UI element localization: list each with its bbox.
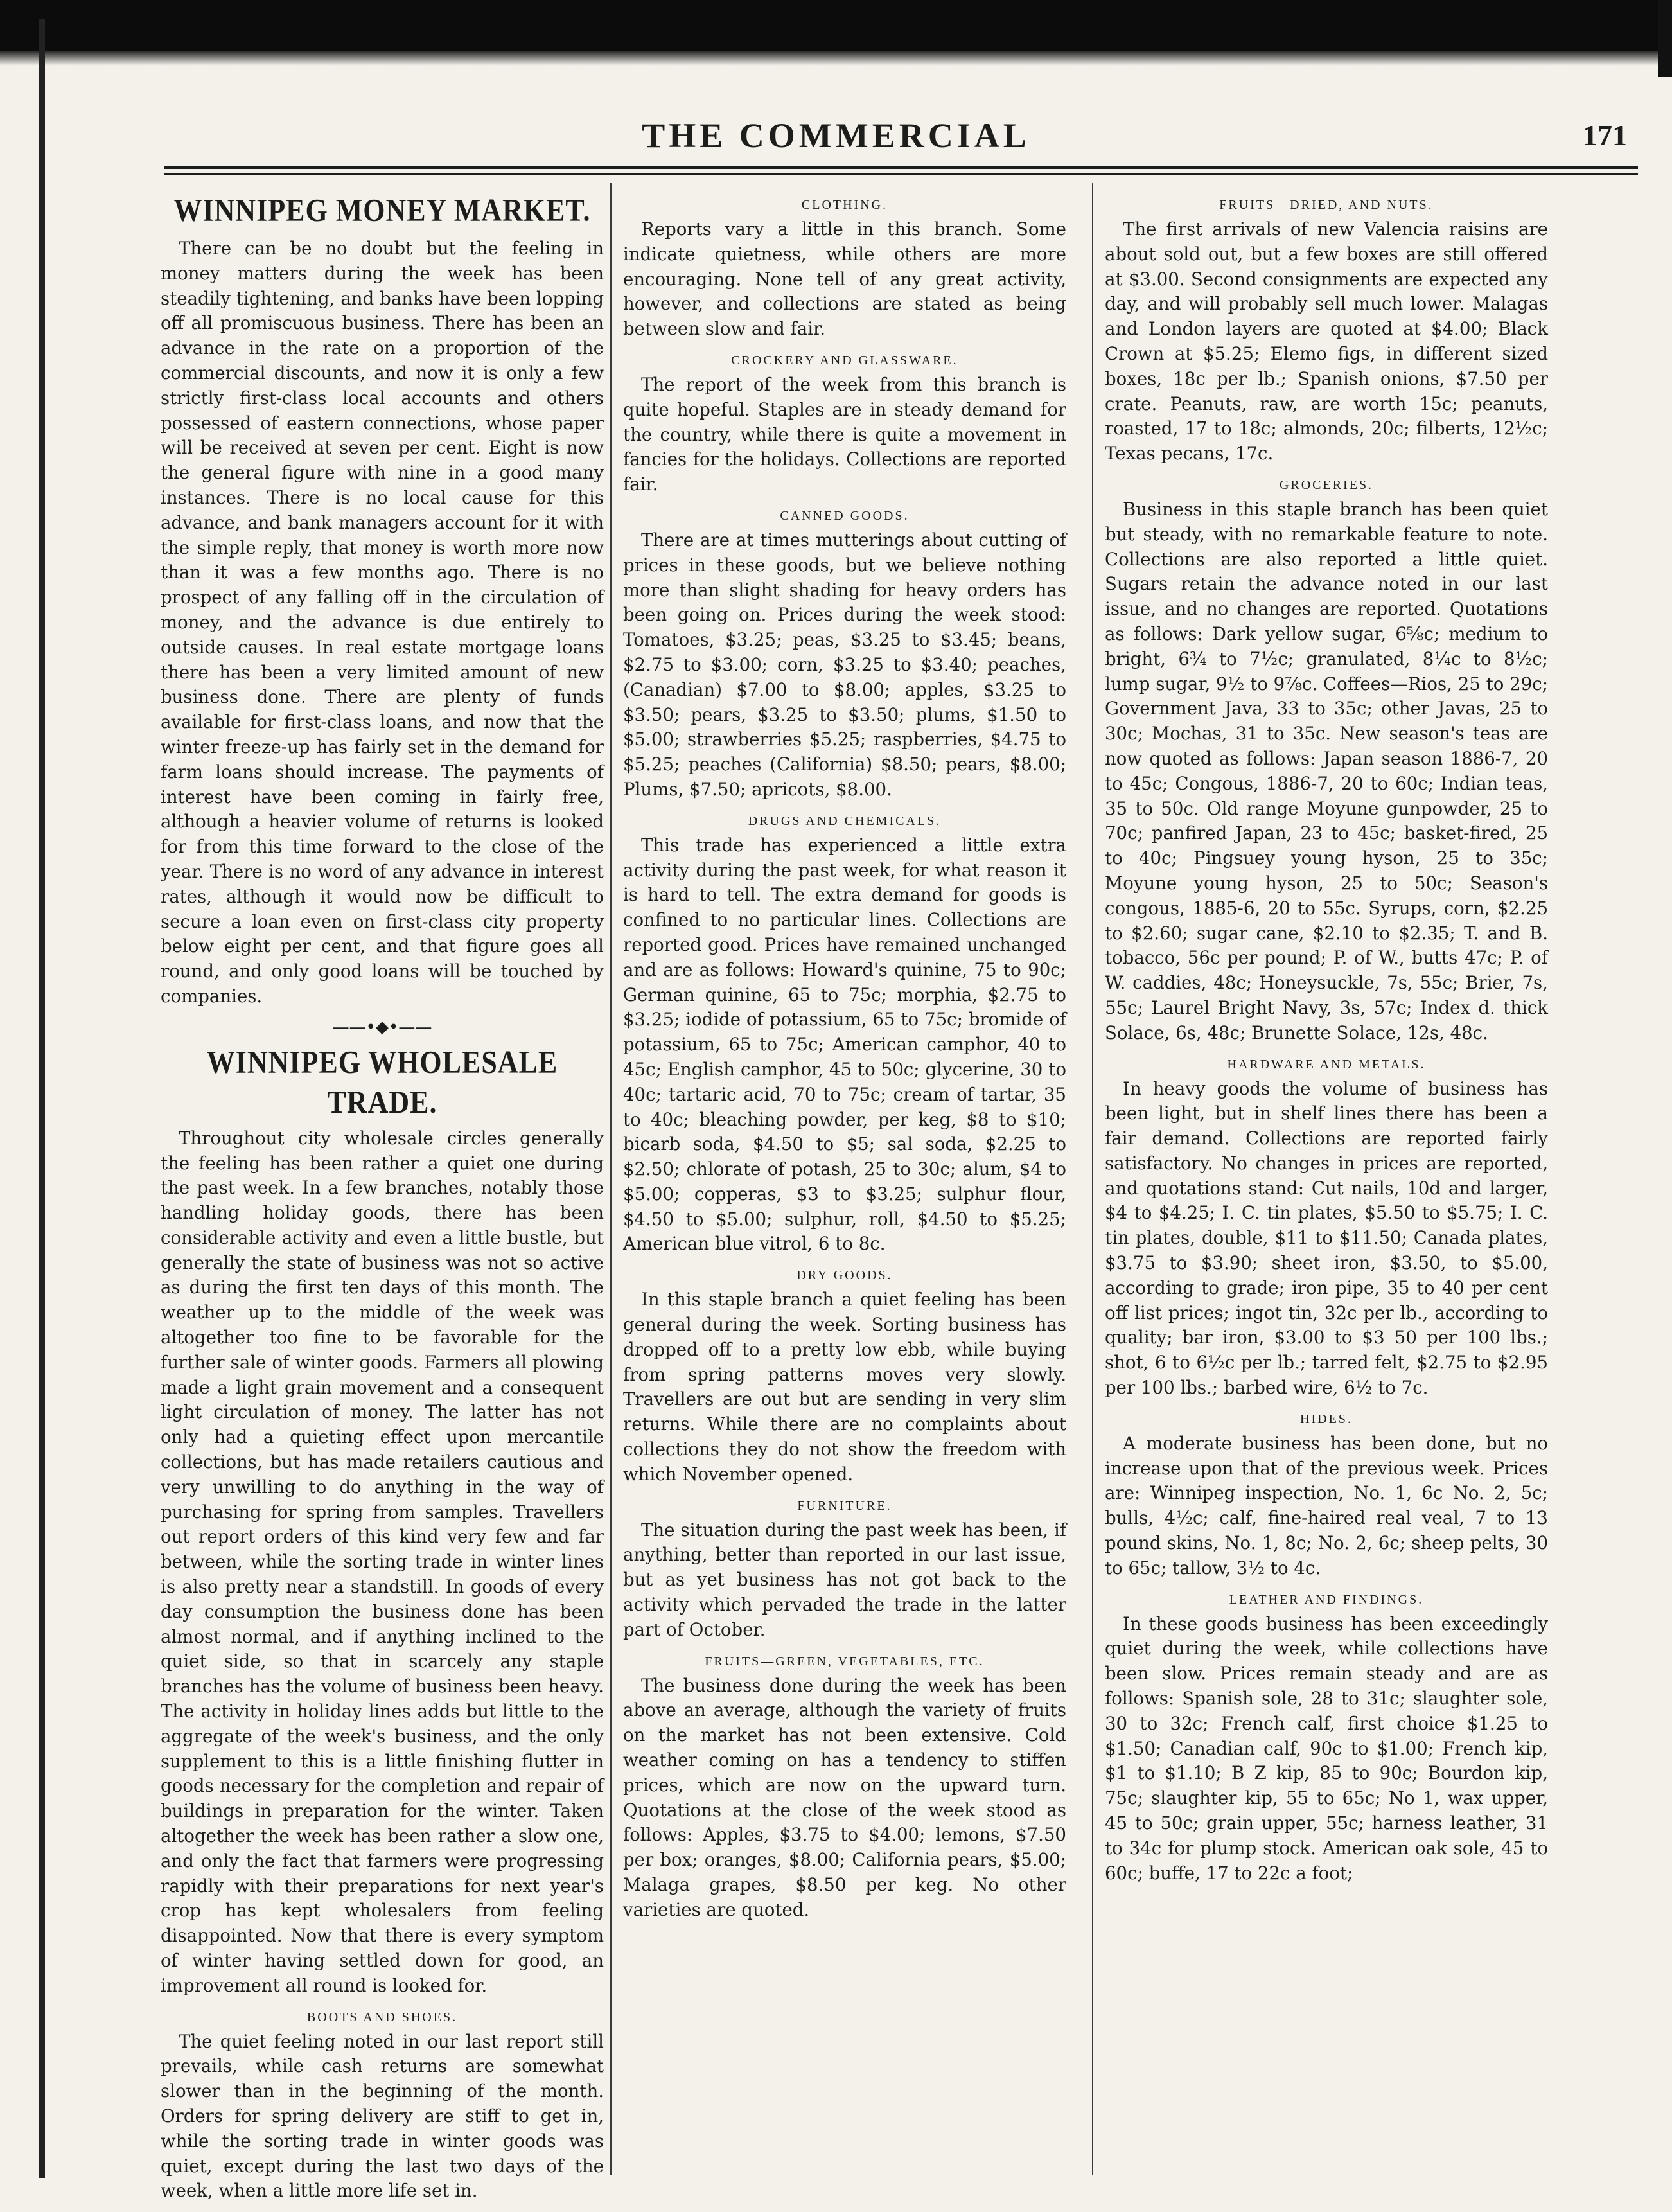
section-heading-fruits-dried: FRUITS—DRIED, AND NUTS. — [1219, 198, 1434, 212]
scan-edge-left — [39, 19, 45, 2178]
column-3 — [1105, 186, 1548, 2172]
column-divider — [1092, 183, 1093, 2175]
scan-edge-top — [0, 0, 1672, 51]
paragraph: Reports vary a little in this branch. Some indicate quietness, while others are more encouraging. None tell of any great activity, however, and collections are stated as being between slow and fair. — [623, 218, 1066, 340]
header-rule-thin — [164, 173, 1638, 175]
section-heading-dry-goods: DRY GOODS. — [796, 1268, 893, 1283]
paragraph: Throughout city wholesale circles generally the feeling has been rather a quiet one during the past week. In a few branches, notably those handling holiday goods, there has been considerable activity and even a little bustle, but generally the state of business was not so active as during the first ten days of this month. The weather up to the middle of the week was altogether too fine to be favorable for the further sale of winter goods. Farmers all plowing made a light grain movement and a consequent light circulation of money. The latter has not only had a quieting effect upon mercantile collections, but has made retailers cautious and very unwilling to do anything in the way of purchasing for spring from samples. Travellers out report orders of this kind very few and far between, while the sorting trade in winter lines is also pretty near a standstill. In goods of every day consumption the business done has been almost normal, and if anything inclined to the quiet side, so that in scarcely any staple branches has the volume of business been heavy. The activity in holiday lines adds but little to the aggregate of the week's business, and the only supplement to this is a little finishing flutter in goods necessary for the completion and repair of buildings in preparation for the winter. Taken altogether the week has been rather a slow one, and only the fact that farmers were progressing rapidly with their preparations for next year's crop has kept wholesalers from feeling disappointed. Now that there is every symptom of winter having settled down for good, an improvement all round is looked for. — [161, 1127, 604, 1996]
page-header — [0, 116, 1672, 161]
paragraph: In these goods business has been exceedingly quiet during the week, while collections have been slow. Prices remain steady and are as follows: Spanish sole, 28 to 31c; slaughter sole, 30 to 32c; French calf, first choice $1.25 to $1.50; Canadian calf, 90c to $1.00; French kip, $1 to $1.10; B Z kip, 85 to 90c; Bourdon kip, 75c; slaughter kip, 55 to 65c; No 1, wax upper, 45 to 50c; grain upper, 55c; harness leather, 31 to 34c for plump stock. American oak sole, 45 to 60c; buffe, 17 to 22c a foot; — [1105, 1613, 1548, 1884]
scan-edge-right — [1658, 0, 1672, 77]
section-heading-crockery: CROCKERY AND GLASSWARE. — [731, 353, 958, 367]
column-1 — [161, 186, 604, 2202]
paragraph: A moderate business has been done, but no increase upon that of the previous week. Prices are: Winnipeg inspection, No. 1, 6c No. 2, 5c; bulls, 4½c; calf, fine-haired real veal, 7 to 13 pound skins, No. 1, 8c; No. 2, 6c; sheep pelts, 30 to 65c; tallow, 3½ to 4c. — [1105, 1432, 1548, 1579]
section-heading-hardware: HARDWARE AND METALS. — [1227, 1057, 1426, 1072]
paragraph: The business done during the week has been above an average, although the variety of fruits on the market has not been extensive. Cold weather coming on has a tendency to stiffen prices, which are now on the upward turn. Quotations at the close of the week stood as follows: Apples, $3.75 to $4.00; lemons, $7.50 per box; oranges, $8.00; California pears, $5.00; Malaga grapes, $8.50 per keg. No other varieties are quoted. — [623, 1674, 1066, 1920]
section-heading-groceries: GROCERIES. — [1279, 477, 1374, 492]
section-heading-boots: BOOTS AND SHOES. — [306, 2010, 458, 2024]
paragraph: There are at times mutterings about cutting of prices in these goods, but we believe nothing more than slight shading for heavy orders has been going on. Prices during the week stood: Tomatoes, $3.25; peas, $3.25 to $3.45; beans, $2.75 to $3.00; corn, $3.25 to $3.40; peaches, (Canadian) $7.00 to $8.00; apples, $3.25 to $3.50; pears, $3.25 to $3.50; plums, $1.50 to $5.00; strawberries $5.25; raspberries, $4.75 to $5.25; peaches (California) $8.50; pears, $8.00; Plums, $7.50; apricots, $8.00. — [623, 529, 1066, 800]
paragraph: The situation during the past week has been, if anything, better than reported in our last issue, but as yet business has not got back to the activity which pervaded the trade in the latter part of October. — [623, 1519, 1066, 1640]
section-heading-canned: CANNED GOODS. — [780, 508, 910, 523]
paragraph: In this staple branch a quiet feeling has been general during the week. Sorting business has dropped off to a pretty low ebb, while buying from spring patterns moves very slowly. Travellers are out but are sending in very slim returns. While there are no complaints about collections they do not show the freedom with which November opened. — [623, 1289, 1066, 1485]
page-title: THE COMMERCIAL — [642, 116, 1030, 155]
article-heading-money-market: WINNIPEG MONEY MARKET. — [173, 193, 591, 228]
section-heading-fruits-green: FRUITS—GREEN, VEGETABLES, ETC. — [705, 1654, 985, 1668]
section-heading-leather: LEATHER AND FINDINGS. — [1229, 1592, 1424, 1607]
column-divider — [610, 183, 612, 2175]
page-number: 171 — [1583, 119, 1627, 152]
paragraph: The report of the week from this branch is quite hopeful. Staples are in steady demand for the country, while there is quite a movement in fancies for the holidays. Collections are reported fair. — [623, 373, 1066, 495]
paragraph: The first arrivals of new Valencia raisins are about sold out, but a few boxes are still offered at $3.00. Second consignments are expected any day, and will probably sell much lower. Malagas and London layers are quoted at $4.00; Black Crown at $5.25; Elemo figs, in different sized boxes, 18c per lb.; Spanish onions, $7.50 per crate. Peanuts, raw, are worth 15c; peanuts, roasted, 17 to 18c; almonds, 20c; filberts, 12½c; Texas pecans, 17c. — [1105, 218, 1548, 465]
paragraph: The quiet feeling noted in our last report still prevails, while cash returns are somewhat slower than in the beginning of the month. Orders for spring delivery are stiff to get in, while the sorting trade in winter goods was quiet, except during the last two days of the week, when a little more life set in. — [161, 2030, 604, 2202]
section-heading-hides: HIDES. — [1300, 1411, 1353, 1426]
article-heading-wholesale-trade: WINNIPEG WHOLESALE TRADE. — [206, 1044, 558, 1120]
paragraph: This trade has experienced a little extra activity during the past week, for what reason it is hard to tell. The extra demand for goods is confined to no particular lines. Collections are reported good. Prices have remained unchanged and are as follows: Howard's quinine, 75 to 90c; German quinine, 65 to 75c; morphia, $2.75 to $3.25; iodide of potassium, 65 to 75c; bromide of potassium, 65 to 75c; American camphor, 40 to 45c; English camphor, 45 to 50c; glycerine, 30 to 40c; tartaric acid, 70 to 75c; cream of tartar, 35 to 40c; bleaching powder, per keg, $8 to $10; bicarb soda, $4.50 to $5; sal soda, $2.25 to $2.50; chlorate of potash, 25 to 30c; alum, $4 to $5.00; copperas, $3 to $3.25; sulphur flour, $4.50 to $5.00; sulphur, roll, $4.50 to $5.25; American blue vitrol, 6 to 8c. — [623, 834, 1066, 1255]
header-rule — [164, 166, 1638, 169]
section-heading-drugs: DRUGS AND CHEMICALS. — [748, 813, 942, 828]
column-2 — [623, 186, 1066, 2172]
paragraph: There can be no doubt but the feeling in money matters during the week has been steadily tightening, and banks have been lopping off all promiscuous business. There has been an advance in the rate on a proportion of the commercial discounts, and now it is only a few strictly first-class local accounts and others possessed of eastern connections, whose paper will be received at seven per cent. Eight is now the general figure with nine in a good many instances. There is no local cause for this advance, and bank managers account for it with the simple reply, that money is worth more now than it was a few months ago. There is no prospect of any falling off in the circulation of money, and the advance is due entirely to outside causes. In real estate mortgage loans there has been a very limited amount of new business done. There are plenty of funds available for first-class loans, and now that the winter freeze-up has fairly set in the demand for farm loans should increase. The payments of interest have been coming in fairly free, although a heavier volume of returns is looked for from this time forward to the close of the year. There is no word of any advance in interest rates, although it would now be difficult to secure a loan even on first-class city property below eight per cent, and that figure goes all round, and only good loans will be touched by companies. — [161, 238, 604, 1007]
paragraph: In heavy goods the volume of business has been light, but in shelf lines there has been a fair demand. Collections are reported fairly satisfactory. No changes in prices are reported, and quotations stand: Cut nails, 10d and larger, $4 to $4.25; I. C. tin plates, $5.50 to $5.75; I. C. tin plates, double, $11 to $11.50; Canada plates, $3.75 to $3.90; sheet iron, $3.50, to $5.00, according to grade; iron pipe, 35 to 40 per cent off list prices; ingot tin, 32c per lb., according to quality; bar iron, $3.00 to $3 50 per 100 lbs.; shot, 6 to 6½c per lb.; tarred felt, $2.75 to $2.95 per 100 lbs.; barbed wire, 6½ to 7c. — [1105, 1077, 1548, 1399]
section-ornament: ——•◆•—— — [332, 1017, 432, 1037]
section-heading-clothing: CLOTHING. — [801, 198, 888, 212]
paragraph: Business in this staple branch has been quiet but steady, with no remarkable feature to note. Collections are also reported a little quiet. Sugars retain the advance noted in our last issue, and no changes are reported. Quotations as follows: Dark yellow sugar, 6⅝c; medium to bright, 6¾ to 7½c; granulated, 8¼c to 8½c; lump sugar, 9½ to 9⅞c. Coffees—Rios, 25 to 29c; Government Java, 33 to 35c; other Javas, 25 to 30c; Mochas, 31 to 35c. New season's teas are now quoted as follows: Japan season 1886-7, 20 to 45c; Congous, 1886-7, 20 to 60c; Indian teas, 35 to 50c. Old range Moyune gunpowder, 25 to 70c; panfired Japan, 23 to 45c; basket-fired, 25 to 40c; Pingsuey young hyson, 25 to 35c; Moyune young hyson, 25 to 50c; Season's congous, 1885-6, 20 to 55c. Syrups, corn, $2.25 to $2.60; sugar cane, $2.10 to $2.35; T. and B. tobacco, 56c per pound; P. of W., butts 47c; P. of W. caddies, 48c; Honeysuckle, 7s, 55c; Brier, 7s, 55c; Laurel Bright Navy, 3s, 57c; Index d. thick Solace, 6s, 48c; Brunette Solace, 12s, 48c. — [1105, 498, 1548, 1043]
section-heading-furniture: FURNITURE. — [797, 1498, 892, 1513]
